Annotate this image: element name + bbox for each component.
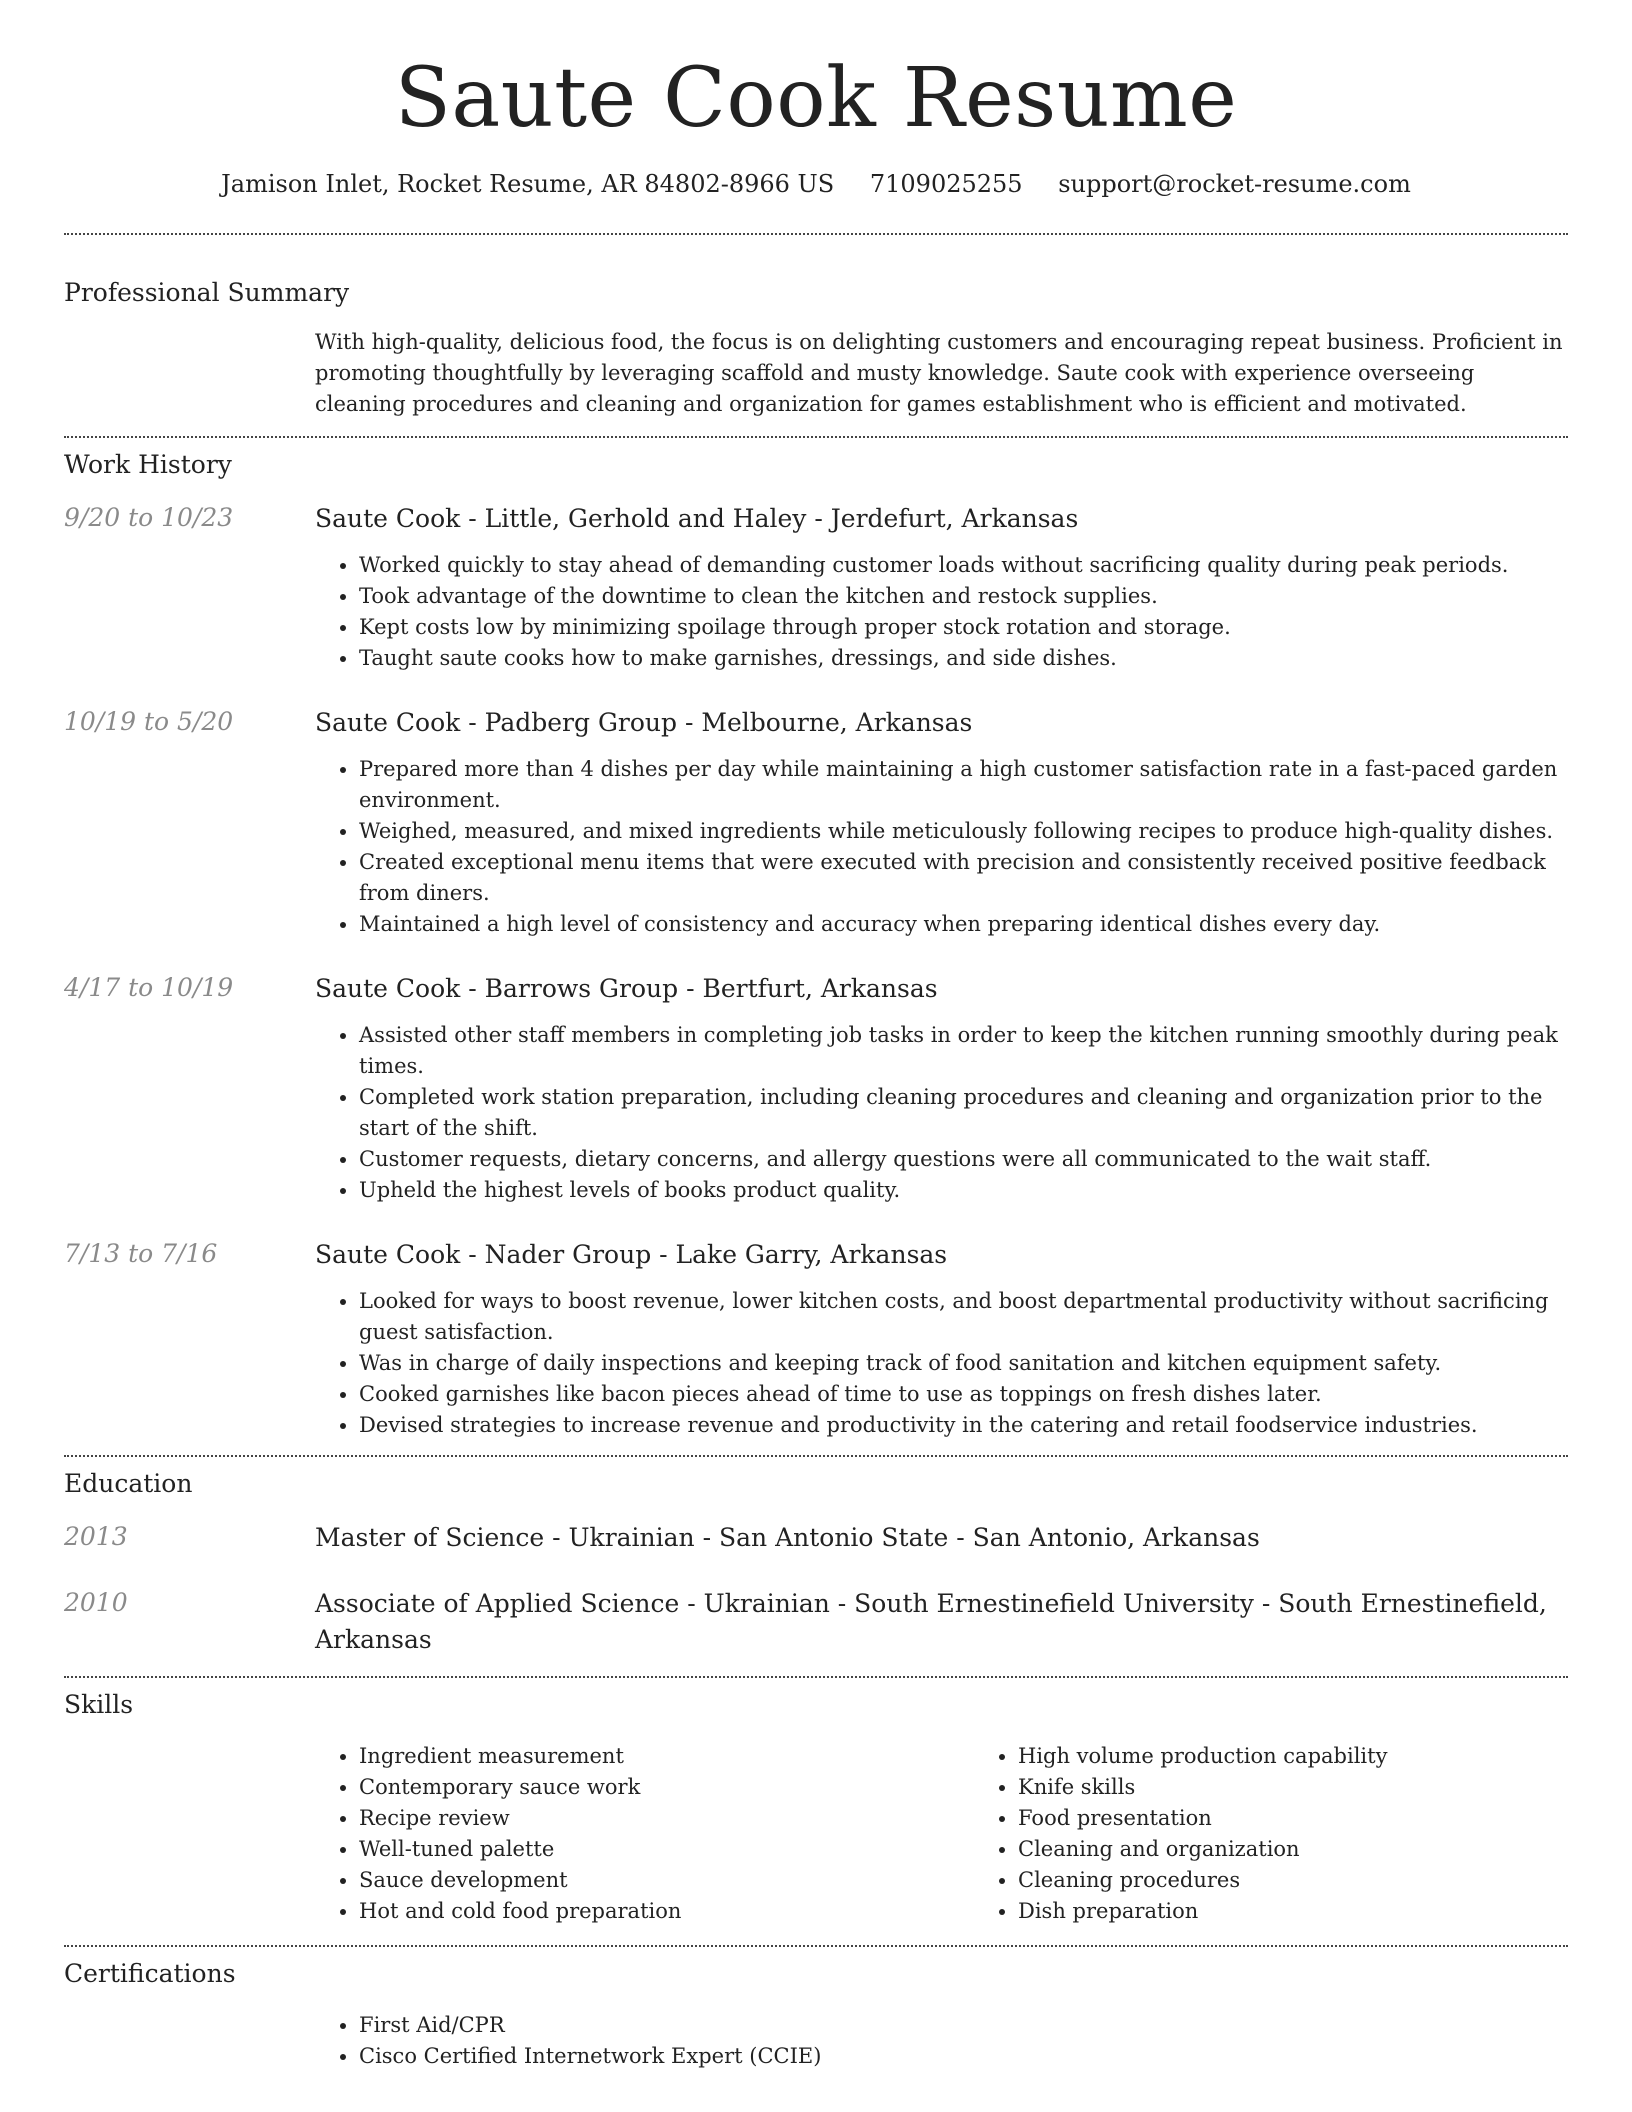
section-heading-skills: Skills <box>64 1690 134 1719</box>
list-item: • Dish preparation <box>1018 1896 1387 1927</box>
list-item: • First Aid/CPR <box>359 2010 1568 2041</box>
skills-list-left <box>315 1741 974 1927</box>
list-item: • Sauce development <box>359 1865 974 1896</box>
list-item: • Knife skills <box>1018 1772 1387 1803</box>
summary-section <box>64 235 1568 436</box>
list-item: • Worked quickly to stay ahead of demanding customer loads without sacrificing quality during peak periods. <box>359 550 1568 581</box>
list-item: • Upheld the highest levels of books product quality. <box>359 1175 1568 1206</box>
job-entry <box>64 1239 1568 1455</box>
job-entry <box>64 707 1568 940</box>
list-item: • High volume production capability <box>1018 1741 1387 1772</box>
job-entry <box>64 503 1568 674</box>
list-item: • Cisco Certified Internetwork Expert (CCIE) <box>359 2041 1568 2072</box>
list-item: • Took advantage of the downtime to clean the kitchen and restock supplies. <box>359 581 1568 612</box>
list-item: • Taught saute cooks how to make garnishes, dressings, and side dishes. <box>359 643 1568 674</box>
work-section <box>64 438 1568 1455</box>
list-item: • Created exceptional menu items that were executed with precision and consistently received positive feedback from diners. <box>359 847 1568 909</box>
degree: Master of Science - Ukrainian <box>315 1523 695 1552</box>
summary-text: With high-quality, delicious food, the focus is on delighting customers and encouraging repeat business. Proficient in promoting thoughtfully by leveraging scaffold and musty knowledge. Saute cook with experience overseeing cleaning procedures and cleaning and organization for games establishment who is efficient and motivated. <box>315 330 1563 416</box>
job-entry <box>64 973 1568 1206</box>
contact-line <box>64 170 1568 198</box>
list-item: • Maintained a high level of consistency and accuracy when preparing identical dishes every day. <box>359 909 1568 940</box>
job-bullets <box>315 1286 1568 1441</box>
skills-list-right <box>974 1741 1387 1927</box>
list-item: • Devised strategies to increase revenue and productivity in the catering and retail foodservice industries. <box>359 1410 1568 1441</box>
degree: Associate of Applied Science - Ukrainian <box>315 1589 830 1618</box>
list-item: • Cleaning procedures <box>1018 1865 1387 1896</box>
school: - South Ernestinefield University - South Ernestinefield, Arkansas <box>315 1589 1547 1654</box>
list-item: • Was in charge of daily inspections and keeping track of food sanitation and kitchen equipment safety. <box>359 1348 1568 1379</box>
skills-section <box>64 1678 1568 1945</box>
list-item: • Food presentation <box>1018 1803 1387 1834</box>
list-item: • Completed work station preparation, including cleaning procedures and cleaning and organization prior to the start of the shift. <box>359 1082 1568 1144</box>
education-year: 2010 <box>64 1588 128 1617</box>
section-heading-certifications: Certifications <box>64 1959 236 1988</box>
list-item: • Kept costs low by minimizing spoilage through proper stock rotation and storage. <box>359 612 1568 643</box>
job-bullets <box>315 754 1568 940</box>
list-item: • Cooked garnishes like bacon pieces ahead of time to use as toppings on fresh dishes later. <box>359 1379 1568 1410</box>
job-title: Saute Cook - Padberg Group - Melbourne, Arkansas <box>315 708 973 737</box>
education-section <box>64 1457 1568 1676</box>
job-bullets <box>315 1020 1568 1206</box>
resume-title: Saute Cook Resume <box>394 51 1238 146</box>
job-title: Saute Cook - Nader Group - Lake Garry, Arkansas <box>315 1240 948 1269</box>
list-item: • Recipe review <box>359 1803 974 1834</box>
contact-address: Jamison Inlet, Rocket Resume, AR 84802-8966 US <box>221 170 835 198</box>
certifications-list <box>315 2010 1568 2072</box>
contact-email: support@rocket-resume.com <box>1058 170 1411 198</box>
list-item: • Customer requests, dietary concerns, and allergy questions were all communicated to the wait staff. <box>359 1144 1568 1175</box>
job-dates: 9/20 to 10/23 <box>64 503 234 532</box>
job-title: Saute Cook - Little, Gerhold and Haley - Jerdefurt, Arkansas <box>315 504 1079 533</box>
certifications-section <box>64 1947 1568 2072</box>
education-entry <box>64 1522 1568 1554</box>
job-dates: 10/19 to 5/20 <box>64 707 234 736</box>
list-item: • Weighed, measured, and mixed ingredients while meticulously following recipes to produce high-quality dishes. <box>359 816 1568 847</box>
school: - San Antonio State - San Antonio, Arkansas <box>694 1523 1260 1552</box>
list-item: • Ingredient measurement <box>359 1741 974 1772</box>
job-bullets <box>315 550 1568 674</box>
list-item: • Cleaning and organization <box>1018 1834 1387 1865</box>
list-item: • Well-tuned palette <box>359 1834 974 1865</box>
section-heading-summary: Professional Summary <box>64 278 350 307</box>
section-heading-work: Work History <box>64 450 232 479</box>
job-dates: 4/17 to 10/19 <box>64 973 234 1002</box>
job-dates: 7/13 to 7/16 <box>64 1239 218 1268</box>
section-heading-education: Education <box>64 1469 193 1498</box>
list-item: • Looked for ways to boost revenue, lower kitchen costs, and boost departmental productivity without sacrificing guest satisfaction. <box>359 1286 1568 1348</box>
job-title: Saute Cook - Barrows Group - Bertfurt, Arkansas <box>315 974 938 1003</box>
list-item: • Contemporary sauce work <box>359 1772 974 1803</box>
list-item: • Hot and cold food preparation <box>359 1896 974 1927</box>
list-item: • Assisted other staff members in completing job tasks in order to keep the kitchen running smoothly during peak times. <box>359 1020 1568 1082</box>
contact-phone: 7109025255 <box>869 170 1023 198</box>
list-item: • Prepared more than 4 dishes per day while maintaining a high customer satisfaction rate in a fast-paced garden environment. <box>359 754 1568 816</box>
education-entry <box>64 1588 1568 1676</box>
education-year: 2013 <box>64 1522 128 1551</box>
